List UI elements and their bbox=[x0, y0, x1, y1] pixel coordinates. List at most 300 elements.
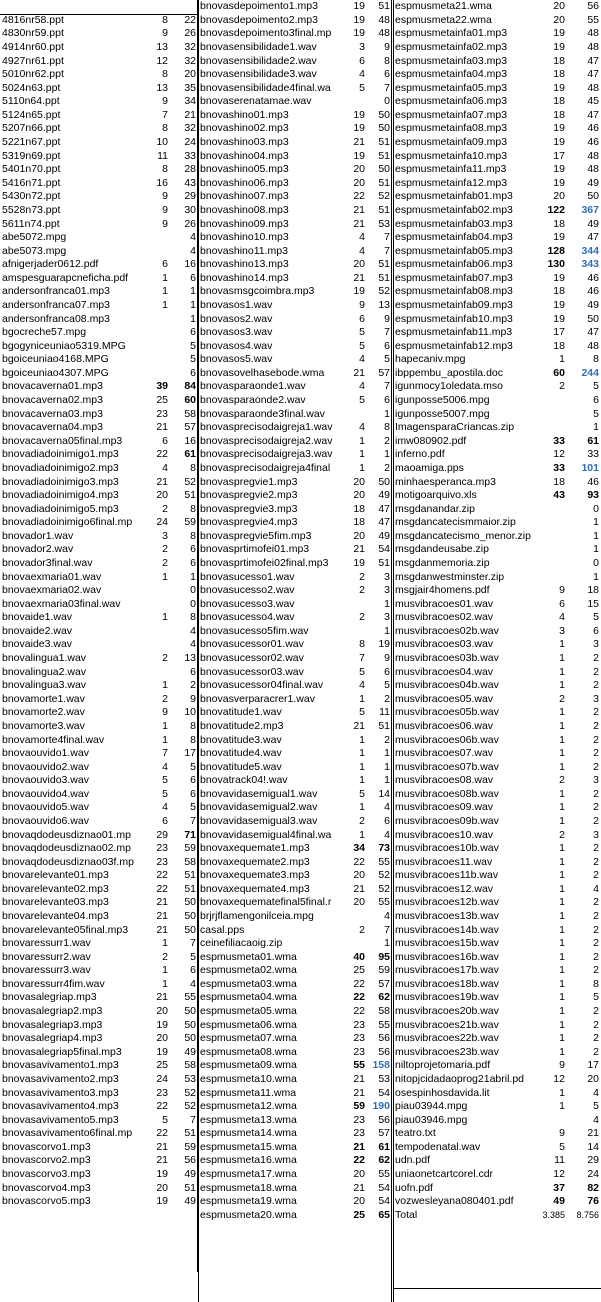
table-row bbox=[198, 720, 392, 734]
table-row bbox=[393, 788, 601, 802]
table-row bbox=[393, 299, 601, 313]
downloads-set11: 21 bbox=[156, 991, 168, 1004]
downloads-acum: 50 bbox=[184, 1032, 196, 1045]
table-row bbox=[393, 638, 601, 652]
table-row bbox=[0, 231, 198, 245]
table-row bbox=[198, 149, 392, 163]
table-row bbox=[0, 95, 198, 109]
file-name: espmusmeta01.wma bbox=[200, 950, 297, 963]
downloads-set11: 60 bbox=[553, 366, 565, 379]
downloads-acum: 8 bbox=[593, 353, 599, 366]
downloads-set11: 20 bbox=[353, 258, 365, 271]
downloads-set11: 25 bbox=[156, 394, 168, 407]
downloads-acum: 51 bbox=[378, 136, 390, 149]
downloads-acum: 8 bbox=[593, 977, 599, 990]
downloads-acum: 2 bbox=[593, 964, 599, 977]
downloads-acum: 2 bbox=[593, 1045, 599, 1058]
downloads-acum: 71 bbox=[184, 828, 196, 841]
downloads-acum: 5 bbox=[384, 679, 390, 692]
table-row bbox=[393, 217, 601, 231]
downloads-set11: 34 bbox=[353, 842, 365, 855]
file-name: hapecaniv.mpg bbox=[395, 353, 466, 366]
downloads-set11: 9 bbox=[162, 95, 168, 108]
downloads-acum: 1 bbox=[593, 421, 599, 434]
table-row bbox=[0, 475, 198, 489]
table-row bbox=[198, 177, 392, 191]
downloads-set11: 9 bbox=[162, 203, 168, 216]
table-row bbox=[198, 815, 392, 829]
downloads-acum: 0 bbox=[384, 95, 390, 108]
downloads-acum: 2 bbox=[190, 679, 196, 692]
table-row bbox=[393, 1059, 601, 1073]
divider-col2-right bbox=[391, 0, 392, 1302]
table-row bbox=[198, 842, 392, 856]
downloads-set11: 22 bbox=[353, 977, 365, 990]
downloads-set11: 2 bbox=[559, 380, 565, 393]
downloads-acum: 13 bbox=[184, 652, 196, 665]
table-row bbox=[198, 68, 392, 82]
downloads-set11: 24 bbox=[156, 1072, 168, 1085]
downloads-acum: 5 bbox=[593, 611, 599, 624]
table-row bbox=[0, 652, 198, 666]
file-name: espmusmeta19.wma bbox=[200, 1195, 297, 1208]
file-name: espmusmetainfab06.mp3 bbox=[395, 258, 513, 271]
file-name: bnovatitude4.wav bbox=[200, 747, 282, 760]
downloads-set11: 1 bbox=[559, 923, 565, 936]
downloads-set11: 5 bbox=[359, 787, 365, 800]
table-row bbox=[198, 190, 392, 204]
downloads-acum: 4 bbox=[593, 1086, 599, 1099]
table-row bbox=[0, 190, 198, 204]
table-row bbox=[393, 597, 601, 611]
table-row bbox=[0, 815, 198, 829]
downloads-set11: 7 bbox=[162, 108, 168, 121]
downloads-set11: 1 bbox=[559, 801, 565, 814]
file-name: espmusmeta11.wma bbox=[200, 1086, 297, 1099]
downloads-acum: 52 bbox=[378, 869, 390, 882]
table-row bbox=[393, 407, 601, 421]
downloads-set11: 1 bbox=[559, 1100, 565, 1113]
file-name: 5221n67.ppt bbox=[2, 136, 61, 149]
file-name: bnovatitude1.wav bbox=[200, 706, 282, 719]
file-name: bnovasavivamento4.mp3 bbox=[2, 1100, 119, 1113]
downloads-acum: 7 bbox=[190, 1113, 196, 1126]
file-name: bnovasucessor01.wav bbox=[200, 638, 304, 651]
file-name: musvibracoes15b.wav bbox=[395, 937, 499, 950]
total-set11: 3.385 bbox=[542, 1209, 565, 1220]
file-name: espmusmetainfab05.mp3 bbox=[395, 244, 513, 257]
file-name: bnovaouvido3.wav bbox=[2, 774, 89, 787]
downloads-set11: 13 bbox=[156, 81, 168, 94]
downloads-acum: 51 bbox=[184, 869, 196, 882]
downloads-set11: 1 bbox=[359, 801, 365, 814]
downloads-set11: 19 bbox=[156, 1195, 168, 1208]
downloads-set11 bbox=[533, 502, 567, 516]
file-name: bnovaspregvie2.mp3 bbox=[200, 489, 298, 502]
downloads-set11: 21 bbox=[353, 719, 365, 732]
downloads-acum: 8 bbox=[384, 421, 390, 434]
downloads-set11: 1 bbox=[359, 692, 365, 705]
file-name: bnovaouvido5.wav bbox=[2, 801, 89, 814]
downloads-set11: 4 bbox=[559, 611, 565, 624]
file-name: espmusmetainfab03.mp3 bbox=[395, 217, 513, 230]
downloads-set11: 20 bbox=[353, 475, 365, 488]
downloads-acum: 50 bbox=[378, 122, 390, 135]
file-name: 5124n65.ppt bbox=[2, 108, 61, 121]
file-name: musvibracoes21b.wav bbox=[395, 1018, 499, 1031]
downloads-set11 bbox=[342, 937, 367, 951]
downloads-set11: 39 bbox=[156, 380, 168, 393]
downloads-acum: 1 bbox=[593, 543, 599, 556]
downloads-acum: 5 bbox=[190, 760, 196, 773]
file-name: 5416n71.ppt bbox=[2, 176, 61, 189]
file-name: musvibracoes17b.wav bbox=[395, 964, 499, 977]
table-row bbox=[393, 1086, 601, 1100]
downloads-set11: 23 bbox=[353, 1113, 365, 1126]
downloads-acum: 6 bbox=[190, 787, 196, 800]
downloads-set11: 19 bbox=[353, 149, 365, 162]
downloads-acum: 11 bbox=[379, 706, 390, 719]
downloads-set11: 128 bbox=[547, 244, 565, 257]
file-name: bnovashino01.mp3 bbox=[200, 108, 289, 121]
table-row bbox=[0, 747, 198, 761]
table-row bbox=[0, 435, 198, 449]
file-name: bnovatitude2.mp3 bbox=[200, 719, 284, 732]
table-row bbox=[393, 272, 601, 286]
table-row bbox=[393, 720, 601, 734]
downloads-set11: 20 bbox=[353, 1168, 365, 1180]
table-row bbox=[0, 937, 198, 951]
table-row bbox=[0, 1046, 198, 1060]
downloads-acum: 16 bbox=[184, 258, 196, 271]
downloads-acum: 4 bbox=[190, 231, 196, 244]
table-row bbox=[198, 706, 392, 720]
table-row bbox=[0, 394, 198, 408]
table-row bbox=[0, 68, 198, 82]
downloads-set11: 22 bbox=[353, 1154, 365, 1167]
file-name: uofn.pdf bbox=[395, 1181, 433, 1194]
file-name: bnovasprecisodaigreja4final bbox=[200, 461, 331, 474]
file-name: msgdanwestminster.zip bbox=[395, 570, 505, 583]
file-name: bnovasensibilidade3.wav bbox=[200, 68, 317, 81]
downloads-acum: 1 bbox=[384, 624, 390, 637]
downloads-acum: 46 bbox=[587, 136, 599, 149]
downloads-set11: 21 bbox=[156, 896, 168, 909]
file-name: bnovaide2.wav bbox=[2, 624, 73, 637]
file-name: bnovasavivamento6final.mp bbox=[2, 1127, 133, 1140]
downloads-set11: 17 bbox=[553, 149, 565, 162]
downloads-acum: 95 bbox=[378, 950, 390, 963]
downloads-acum: 6 bbox=[593, 394, 599, 407]
file-name: bnovalingua3.wav bbox=[2, 679, 87, 692]
header-col-set11 bbox=[141, 0, 170, 14]
file-name: bnovador3final.wav bbox=[2, 556, 93, 569]
downloads-acum: 56 bbox=[378, 1032, 390, 1045]
table-row bbox=[198, 1181, 392, 1195]
file-name: 5010nr62.ppt bbox=[2, 68, 64, 81]
downloads-set11: 21 bbox=[353, 1072, 365, 1085]
downloads-acum: 7 bbox=[384, 231, 390, 244]
table-row bbox=[393, 285, 601, 299]
downloads-set11: 9 bbox=[559, 1059, 565, 1072]
downloads-set11: 8 bbox=[162, 68, 168, 81]
file-name: bnovaspregvie4.mp3 bbox=[200, 516, 298, 529]
table-row bbox=[198, 638, 392, 652]
file-name: bnovamorte4final.wav bbox=[2, 733, 105, 746]
file-name: bnovashino13.mp3 bbox=[200, 258, 289, 271]
downloads-acum: 5 bbox=[593, 380, 599, 393]
downloads-acum: 4 bbox=[593, 1113, 599, 1126]
table-row bbox=[198, 530, 392, 544]
downloads-set11: 5 bbox=[559, 1140, 565, 1153]
file-name: bnovaide1.wav bbox=[2, 611, 73, 624]
downloads-set11: 1 bbox=[162, 964, 168, 977]
downloads-acum: 47 bbox=[587, 68, 599, 81]
downloads-set11: 1 bbox=[559, 1018, 565, 1031]
table-row bbox=[198, 937, 392, 951]
column-block-2 bbox=[198, 0, 392, 1222]
file-name: bnovasprecisodaigreja2.wav bbox=[200, 434, 333, 447]
downloads-acum: 9 bbox=[384, 652, 390, 665]
file-name: amspesguarapcneficha.pdf bbox=[2, 271, 129, 284]
file-name: bnovalingua1.wav bbox=[2, 652, 87, 665]
downloads-acum: 61 bbox=[184, 448, 196, 461]
table-row bbox=[0, 570, 198, 584]
table-row bbox=[393, 910, 601, 924]
downloads-set11: 25 bbox=[353, 1208, 365, 1221]
file-name: bnovavidasemigual3.wav bbox=[200, 814, 318, 827]
table-row bbox=[393, 828, 601, 842]
downloads-set11: 22 bbox=[353, 1005, 365, 1018]
downloads-acum: 2 bbox=[384, 692, 390, 705]
downloads-acum: 21 bbox=[184, 108, 196, 121]
downloads-set11: 2 bbox=[162, 556, 168, 569]
file-name: bnovascorvo5.mp3 bbox=[2, 1195, 91, 1208]
file-name: bnovasos5.wav bbox=[200, 353, 273, 366]
downloads-acum: 9 bbox=[384, 41, 390, 54]
downloads-acum: 5 bbox=[190, 950, 196, 963]
file-name: bgogyniceuniao5319.MPG bbox=[2, 339, 126, 352]
downloads-set11: 6 bbox=[559, 597, 565, 610]
table-row bbox=[0, 625, 198, 639]
table-row bbox=[198, 109, 392, 123]
file-name: bnovaouvido6.wav bbox=[2, 814, 89, 827]
file-name: bnovaqdodeusdiznao02.mp bbox=[2, 842, 132, 855]
downloads-set11: 19 bbox=[553, 81, 565, 94]
table-row bbox=[0, 855, 198, 869]
file-name: espmusmetainfa10.mp3 bbox=[395, 149, 508, 162]
table-row bbox=[198, 1018, 392, 1032]
table-row bbox=[393, 570, 601, 584]
downloads-acum: 56 bbox=[378, 1045, 390, 1058]
downloads-set11: 9 bbox=[162, 217, 168, 230]
downloads-set11 bbox=[342, 910, 367, 924]
downloads-set11: 19 bbox=[156, 1045, 168, 1058]
file-name: espmusmeta03.wma bbox=[200, 977, 297, 990]
downloads-set11: 18 bbox=[553, 285, 565, 298]
downloads-set11: 20 bbox=[353, 529, 365, 542]
downloads-acum: 26 bbox=[184, 217, 196, 230]
downloads-set11: 1 bbox=[359, 774, 365, 787]
downloads-acum: 48 bbox=[587, 81, 599, 94]
downloads-acum: 51 bbox=[184, 1127, 196, 1140]
downloads-set11: 8 bbox=[162, 13, 168, 26]
downloads-set11: 1 bbox=[162, 977, 168, 990]
file-name: 5430n72.ppt bbox=[2, 190, 61, 203]
downloads-acum: 18 bbox=[587, 584, 599, 597]
downloads-acum: 4 bbox=[190, 638, 196, 651]
downloads-set11: 3 bbox=[359, 41, 365, 54]
file-name: bnovacaverna04.mp3 bbox=[2, 421, 103, 434]
downloads-acum: 51 bbox=[378, 149, 390, 162]
downloads-set11: 23 bbox=[353, 1018, 365, 1031]
downloads-acum: 55 bbox=[378, 1168, 390, 1180]
table-row bbox=[393, 869, 601, 883]
file-name: bnovascorvo3.mp3 bbox=[2, 1168, 91, 1180]
downloads-set11: 1 bbox=[559, 1086, 565, 1099]
downloads-set11: 1 bbox=[359, 747, 365, 760]
table-row bbox=[393, 190, 601, 204]
table-row bbox=[198, 611, 392, 625]
downloads-acum: 4 bbox=[384, 801, 390, 814]
table-row bbox=[393, 421, 601, 435]
downloads-acum: 48 bbox=[587, 339, 599, 352]
file-name: bnovavidasemigual1.wav bbox=[200, 787, 318, 800]
downloads-acum: 54 bbox=[378, 1195, 390, 1208]
table-row bbox=[393, 204, 601, 218]
downloads-acum: 49 bbox=[587, 217, 599, 230]
downloads-acum: 32 bbox=[184, 54, 196, 67]
downloads-set11: 5 bbox=[162, 774, 168, 787]
file-name: bnovaressurr1.wav bbox=[2, 937, 91, 950]
downloads-set11: 25 bbox=[353, 964, 365, 977]
downloads-set11: 19 bbox=[353, 556, 365, 569]
downloads-acum: 56 bbox=[587, 0, 599, 13]
file-name: bnovascorvo1.mp3 bbox=[2, 1140, 91, 1153]
file-name: 5110n64.ppt bbox=[2, 95, 60, 108]
table-row bbox=[198, 747, 392, 761]
file-name: espmusmetainfa04.mp3 bbox=[395, 68, 508, 81]
file-name: musvibracoes10.wav bbox=[395, 828, 494, 841]
table-row bbox=[0, 720, 198, 734]
downloads-acum: 73 bbox=[378, 842, 390, 855]
table-row bbox=[393, 489, 601, 503]
file-name: espmusmetainfab04.mp3 bbox=[395, 231, 513, 244]
header-underline bbox=[0, 14, 198, 15]
file-name: msgjair4homens.pdf bbox=[395, 584, 490, 597]
downloads-set11: 12 bbox=[553, 1168, 565, 1180]
file-name: bnovashino03.mp3 bbox=[200, 136, 289, 149]
file-name: musvibracoes12.wav bbox=[395, 882, 494, 895]
downloads-set11: 2 bbox=[559, 774, 565, 787]
file-name: espmusmetainfab11.mp3 bbox=[395, 326, 513, 339]
table-row bbox=[0, 462, 198, 476]
file-name: imw080902.pdf bbox=[395, 434, 467, 447]
downloads-set11: 8 bbox=[162, 122, 168, 135]
downloads-acum: 59 bbox=[184, 842, 196, 855]
table-row bbox=[393, 923, 601, 937]
downloads-acum: 47 bbox=[587, 54, 599, 67]
downloads-set11 bbox=[533, 543, 567, 557]
file-name: bnovasucessor03.wav bbox=[200, 665, 304, 678]
downloads-set11: 2 bbox=[162, 652, 168, 665]
downloads-set11: 1 bbox=[559, 977, 565, 990]
file-name: bnovamorte1.wav bbox=[2, 692, 85, 705]
table-row bbox=[393, 353, 601, 367]
downloads-acum: 57 bbox=[378, 366, 390, 379]
table-row bbox=[198, 502, 392, 516]
downloads-set11: 11 bbox=[157, 149, 168, 162]
file-name: bnovasdepoimento3final.mp bbox=[200, 27, 332, 40]
file-name: 4830nr59.ppt bbox=[2, 27, 64, 40]
downloads-acum: 6 bbox=[190, 366, 196, 379]
table-row bbox=[0, 760, 198, 774]
table-row bbox=[198, 475, 392, 489]
downloads-set11: 5 bbox=[359, 326, 365, 339]
downloads-set11: 21 bbox=[353, 366, 365, 379]
file-name: bnovaxequemate3.mp3 bbox=[200, 869, 310, 882]
file-name: 5207n66.ppt bbox=[2, 122, 61, 135]
downloads-acum: 5 bbox=[593, 991, 599, 1004]
file-name: bnovasdepoimento2.mp3 bbox=[200, 13, 318, 26]
downloads-set11: 13 bbox=[156, 41, 168, 54]
table-row bbox=[393, 733, 601, 747]
downloads-acum: 344 bbox=[581, 244, 599, 257]
table-row bbox=[0, 1195, 198, 1209]
file-name: bnovamorte2.wav bbox=[2, 706, 85, 719]
table-row bbox=[198, 665, 392, 679]
file-name: espmusmetainfa02.mp3 bbox=[395, 41, 508, 54]
downloads-acum: 50 bbox=[184, 923, 196, 936]
downloads-acum: 10 bbox=[184, 706, 196, 719]
downloads-set11: 18 bbox=[553, 475, 565, 488]
file-name: bnovasucesso1.wav bbox=[200, 570, 295, 583]
downloads-set11: 1 bbox=[559, 855, 565, 868]
file-name: bnovasavivamento2.mp3 bbox=[2, 1072, 119, 1085]
file-name: bgoiceuniao4168.MPG bbox=[2, 353, 109, 366]
table-row bbox=[198, 81, 392, 95]
file-name: 5024n63.ppt bbox=[2, 81, 61, 94]
file-name: bnovasprecisodaigreja3.wav bbox=[200, 448, 333, 461]
downloads-acum: 3 bbox=[384, 584, 390, 597]
table-row bbox=[393, 435, 601, 449]
file-name: bnovashino04.mp3 bbox=[200, 149, 289, 162]
file-name: espmusmeta15.wma bbox=[200, 1140, 297, 1153]
total-label: Total bbox=[395, 1208, 418, 1221]
file-name: espmusmeta10.wma bbox=[200, 1072, 297, 1085]
downloads-acum: 51 bbox=[378, 719, 390, 732]
downloads-set11: 22 bbox=[156, 1127, 168, 1140]
downloads-acum: 19 bbox=[378, 638, 390, 651]
downloads-acum: 2 bbox=[593, 937, 599, 950]
table-row bbox=[198, 978, 392, 992]
table-row bbox=[0, 502, 198, 516]
table-row bbox=[0, 910, 198, 924]
file-name: espmusmetainfa05.mp3 bbox=[395, 81, 508, 94]
table-row bbox=[198, 1059, 392, 1073]
downloads-acum: 55 bbox=[184, 991, 196, 1004]
downloads-acum: 0 bbox=[593, 502, 599, 515]
downloads-set11: 6 bbox=[162, 258, 168, 271]
file-name: espmusmetainfa07.mp3 bbox=[395, 108, 508, 121]
downloads-set11: 18 bbox=[353, 516, 365, 529]
table-row bbox=[393, 896, 601, 910]
file-name: tempodenatal.wav bbox=[395, 1140, 481, 1153]
table-row bbox=[393, 530, 601, 544]
downloads-set11 bbox=[533, 1113, 567, 1127]
column-block-1 bbox=[0, 0, 198, 1208]
downloads-acum: 51 bbox=[184, 489, 196, 502]
